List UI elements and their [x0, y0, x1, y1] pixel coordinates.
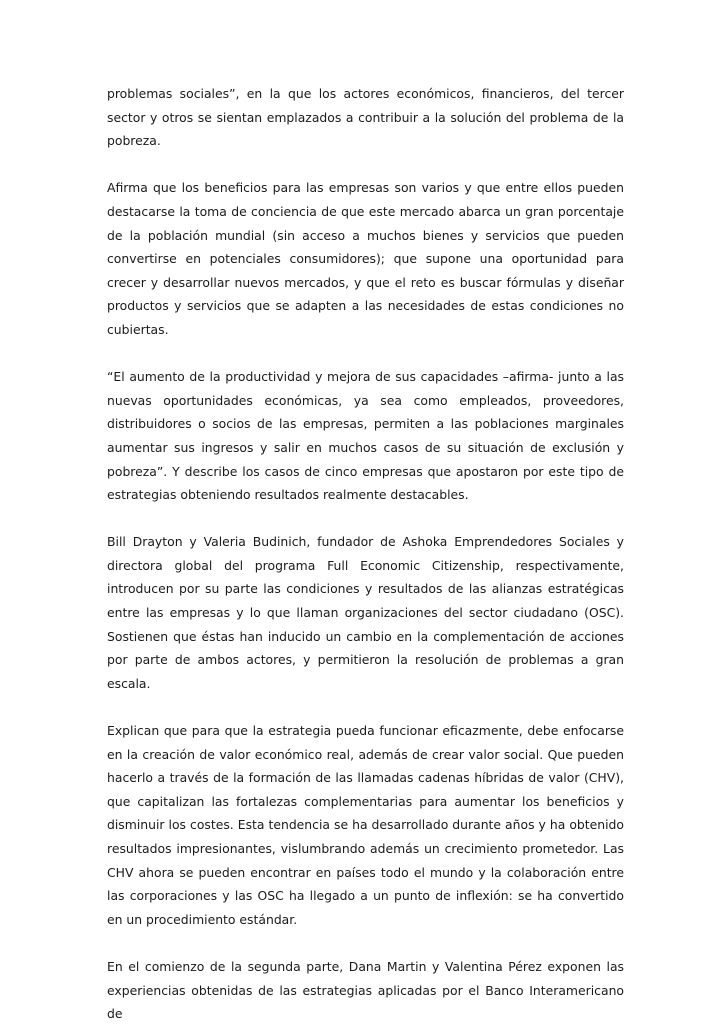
paragraph-6: En el comienzo de la segunda parte, Dana Martin y Valentina Pérez exponen las experiencias obtenidas de las estrategias aplicadas por el Banco Interamericano de — [107, 958, 624, 1022]
paragraph-4: Bill Drayton y Valeria Budinich, fundador de Ashoka Emprendedores Sociales y directora global del programa Full Economic Citizenship, respectivamente, introducen por su parte las condiciones y resultados de las alianzas estratégicas entre las empresas y lo que llaman organizaciones del sector ciudadano (OSC). Sostienen que éstas han inducido un cambio en la complementación de acciones por parte de ambos actores, y permitieron la resolución de problemas a gran escala. — [107, 534, 624, 691]
paragraph-1: problemas sociales”, en la que los actores económicos, financieros, del tercer sector y otros se sientan emplazados a contribuir a la solución del problema de la pobreza. — [107, 86, 624, 149]
paragraph-2: Afirma que los beneficios para las empresas son varios y que entre ellos pueden destacarse la toma de conciencia de que este mercado abarca un gran porcentaje de la población mundial (sin acceso a muchos bienes y servicios que pueden convertirse en potenciales consumidores); que supone una oportunidad para crecer y desarrollar nuevos mercados, y que el reto es buscar fórmulas y diseñar productos y servicios que se adapten a las necesidades de estas condiciones no cubiertas. — [107, 180, 624, 337]
document-page — [107, 82, 624, 1026]
paragraph-3: “El aumento de la productividad y mejora de sus capacidades –afirma- junto a las nuevas oportunidades económicas, ya sea como empleados, proveedores, distribuidores o socios de las empresas, permiten a las poblaciones marginales aumentar sus ingresos y salir en muchos casos de su situación de exclusión y pobreza”. Y describe los casos de cinco empresas que apostaron por este tipo de estrategias obteniendo resultados realmente destacables. — [107, 369, 624, 503]
paragraph-5: Explican que para que la estrategia pueda funcionar eficazmente, debe enfocarse en la creación de valor económico real, además de crear valor social. Que pueden hacerlo a través de la formación de las llamadas cadenas híbridas de valor (CHV), que capitalizan las fortalezas complementarias para aumentar los beneficios y disminuir los costes. Esta tendencia se ha desarrollado durante años y ha obtenido resultados impresionantes, vislumbrando además un crecimiento prometedor. Las CHV ahora se pueden encontrar en países todo el mundo y la colaboración entre las corporaciones y las OSC ha llegado a un punto de inflexión: se ha convertido en un procedimiento estándar. — [107, 723, 624, 927]
